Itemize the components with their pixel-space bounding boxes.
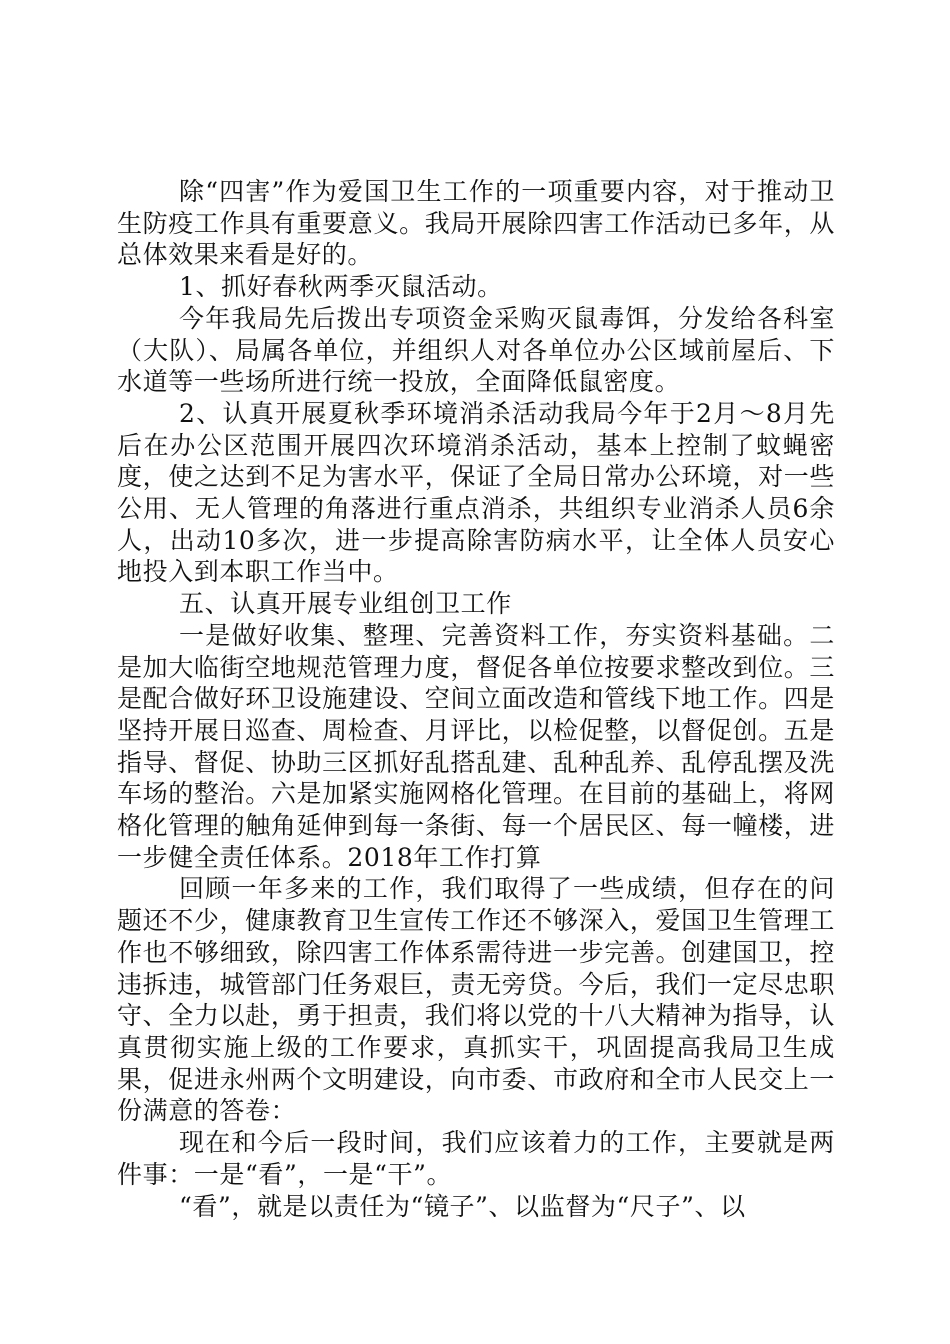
document-body bbox=[117, 176, 835, 1222]
paragraph-two-things: 现在和今后一段时间，我们应该着力的工作，主要就是两件事：一是“看”，一是“干”。 bbox=[117, 1128, 835, 1189]
paragraph-sanitation-work: 一是做好收集、整理、完善资料工作，夯实资料基础。二是加大临街空地规范管理力度，督促各单位按要求整改到位。三是配合做好环卫设施建设、空间立面改造和管线下地工作。四是坚持开展日巡查、周检查、月评比，以检促整，以督促创。五是指导、督促、协助三区抓好乱搭乱建、乱种乱养、乱停乱摆及洗车场的整治。六是加紧实施网格化管理。在目前的基础上，将网格化管理的触角延伸到每一条街、每一个居民区、每一幢楼，进一步健全责任体系。2018年工作打算 bbox=[117, 620, 835, 872]
paragraph-rodent-control: 今年我局先后拨出专项资金采购灭鼠毒饵，分发给各科室（大队）、局属各单位，并组织人对各单位办公区域前屋后、下水道等一些场所进行统一投放，全面降低鼠密度。 bbox=[117, 303, 835, 397]
paragraph-look: “看”，就是以责任为“镜子”、以监督为“尺子”、以 bbox=[179, 1191, 746, 1221]
paragraph-heading-sanitation: 五、认真开展专业组创卫工作 bbox=[179, 589, 512, 619]
paragraph-disinfection: 2、认真开展夏秋季环境消杀活动我局今年于2月～8月先后在办公区范围开展四次环境消杀活动，基本上控制了蚊蝇密度，使之达到不足为害水平，保证了全局日常办公环境，对一些公用、无人管理的角落进行重点消杀，共组织专业消杀人员6余人，出动10多次，进一步提高除害防病水平，让全体人员安心地投入到本职工作当中。 bbox=[117, 398, 835, 587]
paragraph-intro: 除“四害”作为爱国卫生工作的一项重要内容，对于推动卫生防疫工作具有重要意义。我局开展除四害工作活动已多年，从总体效果来看是好的。 bbox=[117, 177, 835, 270]
paragraph-review: 回顾一年多来的工作，我们取得了一些成绩，但存在的问题还不少，健康教育卫生宣传工作还不够深入，爱国卫生管理工作也不够细致，除四害工作体系需待进一步完善。创建国卫，控违拆违，城管部门任务艰巨，责无旁贷。今后，我们一定尽忠职守、全力以赴，勇于担责，我们将以党的十八大精神为指导，认真贯彻实施上级的工作要求，真抓实干，巩固提高我局卫生成果，促进永州两个文明建设，向市委、市政府和全市人民交上一份满意的答卷： bbox=[117, 874, 835, 1126]
paragraph-heading-rodent-control: 1、抓好春秋两季灭鼠活动。 bbox=[179, 272, 503, 302]
